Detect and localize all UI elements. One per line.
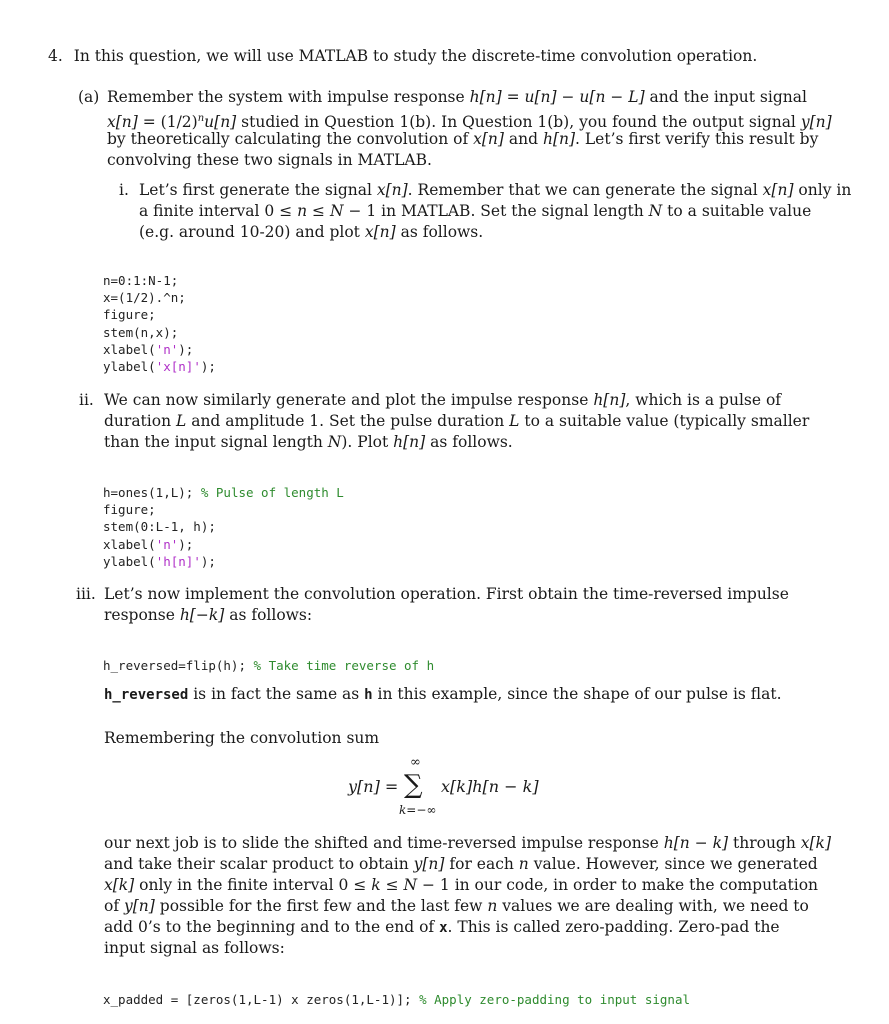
part-a-line-1: Remember the system with impulse response h[n] = u[n] − u[n − L] and the input signal xyxy=(107,88,807,106)
code-line: n=0:1:N-1; xyxy=(103,273,179,288)
para-line-5: add 0’s to the beginning and to the end of x. This is called zero-padding. Zero-pad the xyxy=(104,918,780,936)
para-line-1: our next job is to slide the shifted and time-reversed impulse response h[n − k] through x[k] xyxy=(104,834,831,852)
code-line: ylabel('h[n]'); xyxy=(103,553,216,569)
para-line-4: of y[n] possible for the first few and the last few n values we are dealing with, we need to xyxy=(104,897,809,915)
code-line: figure; xyxy=(103,307,156,323)
equation-rhs: x[k]h[n − k] xyxy=(441,777,539,796)
code-line: stem(n,x); xyxy=(103,324,179,340)
code-line: figure; xyxy=(103,502,156,518)
part-i-line-2: a finite interval 0 ≤ n ≤ N − 1 in MATLAB. Set the signal length N to a suitable value xyxy=(139,202,812,220)
code-line: x=(1/2).^n; xyxy=(103,290,186,306)
code-line: stem(0:L-1, h); xyxy=(103,519,216,535)
part-a-line-2: $x[n] = (1/2)^nu[n]$ studied in Question 1(b). In Question 1(b), you found the output signal y[n] xyxy=(107,113,832,132)
sum-sigma: ∑ xyxy=(404,770,423,800)
part-a-line-3: by theoretically calculating the convolution of x[n] and h[n]. Let’s first verify this result by xyxy=(107,130,819,148)
part-a-label: (a) xyxy=(78,88,100,106)
part-ii-label: ii. xyxy=(79,391,94,409)
part-iii-line-2: response h[−k] as follows: xyxy=(104,606,313,624)
part-iii-label: iii. xyxy=(76,585,96,603)
h-reversed-note: h_reversed is in fact the same as h in this example, since the shape of our pulse is flat. xyxy=(104,685,782,703)
question-text: In this question, we will use MATLAB to study the discrete-time convolution operation. xyxy=(73,47,758,65)
part-ii-line-3: than the input signal length N). Plot h[n] as follows. xyxy=(104,433,513,451)
part-i-line-3: (e.g. around 10-20) and plot x[n] as follows. xyxy=(139,223,484,241)
para-line-6: input signal as follows: xyxy=(104,939,285,957)
code-line: x_padded = [zeros(1,L-1) x zeros(1,L-1)]; % Apply zero-padding to input signal xyxy=(103,992,691,1007)
code-line: h_reversed=flip(h); % Take time reverse of h xyxy=(103,658,435,673)
part-ii-line-1: We can now similarly generate and plot the impulse response h[n], which is a pulse of xyxy=(104,391,782,409)
code-line: xlabel('n'); xyxy=(103,341,194,357)
code-block-2 xyxy=(103,484,344,570)
part-i-label: i. xyxy=(119,181,129,199)
para-line-3: x[k] only in the finite interval 0 ≤ k ≤ N − 1 in our code, in order to make the computation xyxy=(104,876,819,894)
para-line-2: and take their scalar product to obtain y[n] for each n value. However, since we generated xyxy=(104,855,818,873)
code-line: ylabel('x[n]'); xyxy=(103,359,216,375)
part-iii-line-1: Let’s now implement the convolution operation. First obtain the time-reversed impulse xyxy=(104,585,789,603)
code-block-4 xyxy=(103,991,690,1008)
sum-lower-limit: k=−∞ xyxy=(399,803,437,817)
part-a-line-4: convolving these two signals in MATLAB. xyxy=(107,151,432,169)
question-number: 4. xyxy=(48,47,63,65)
code-block-3 xyxy=(103,657,434,674)
equation-lhs: y[n] = xyxy=(348,777,399,796)
remember-text: Remembering the convolution sum xyxy=(104,729,380,747)
code-line: h=ones(1,L); % Pulse of length L xyxy=(103,485,344,500)
code-block-1 xyxy=(103,272,216,375)
code-line: xlabel('n'); xyxy=(103,536,194,552)
question-4-heading xyxy=(48,46,757,68)
sum-upper-limit: ∞ xyxy=(410,755,421,770)
part-ii-line-2: duration L and amplitude 1. Set the pulse duration L to a suitable value (typically smaller xyxy=(104,412,810,430)
part-i-line-1: Let’s first generate the signal x[n]. Remember that we can generate the signal x[n] only in xyxy=(139,181,852,199)
